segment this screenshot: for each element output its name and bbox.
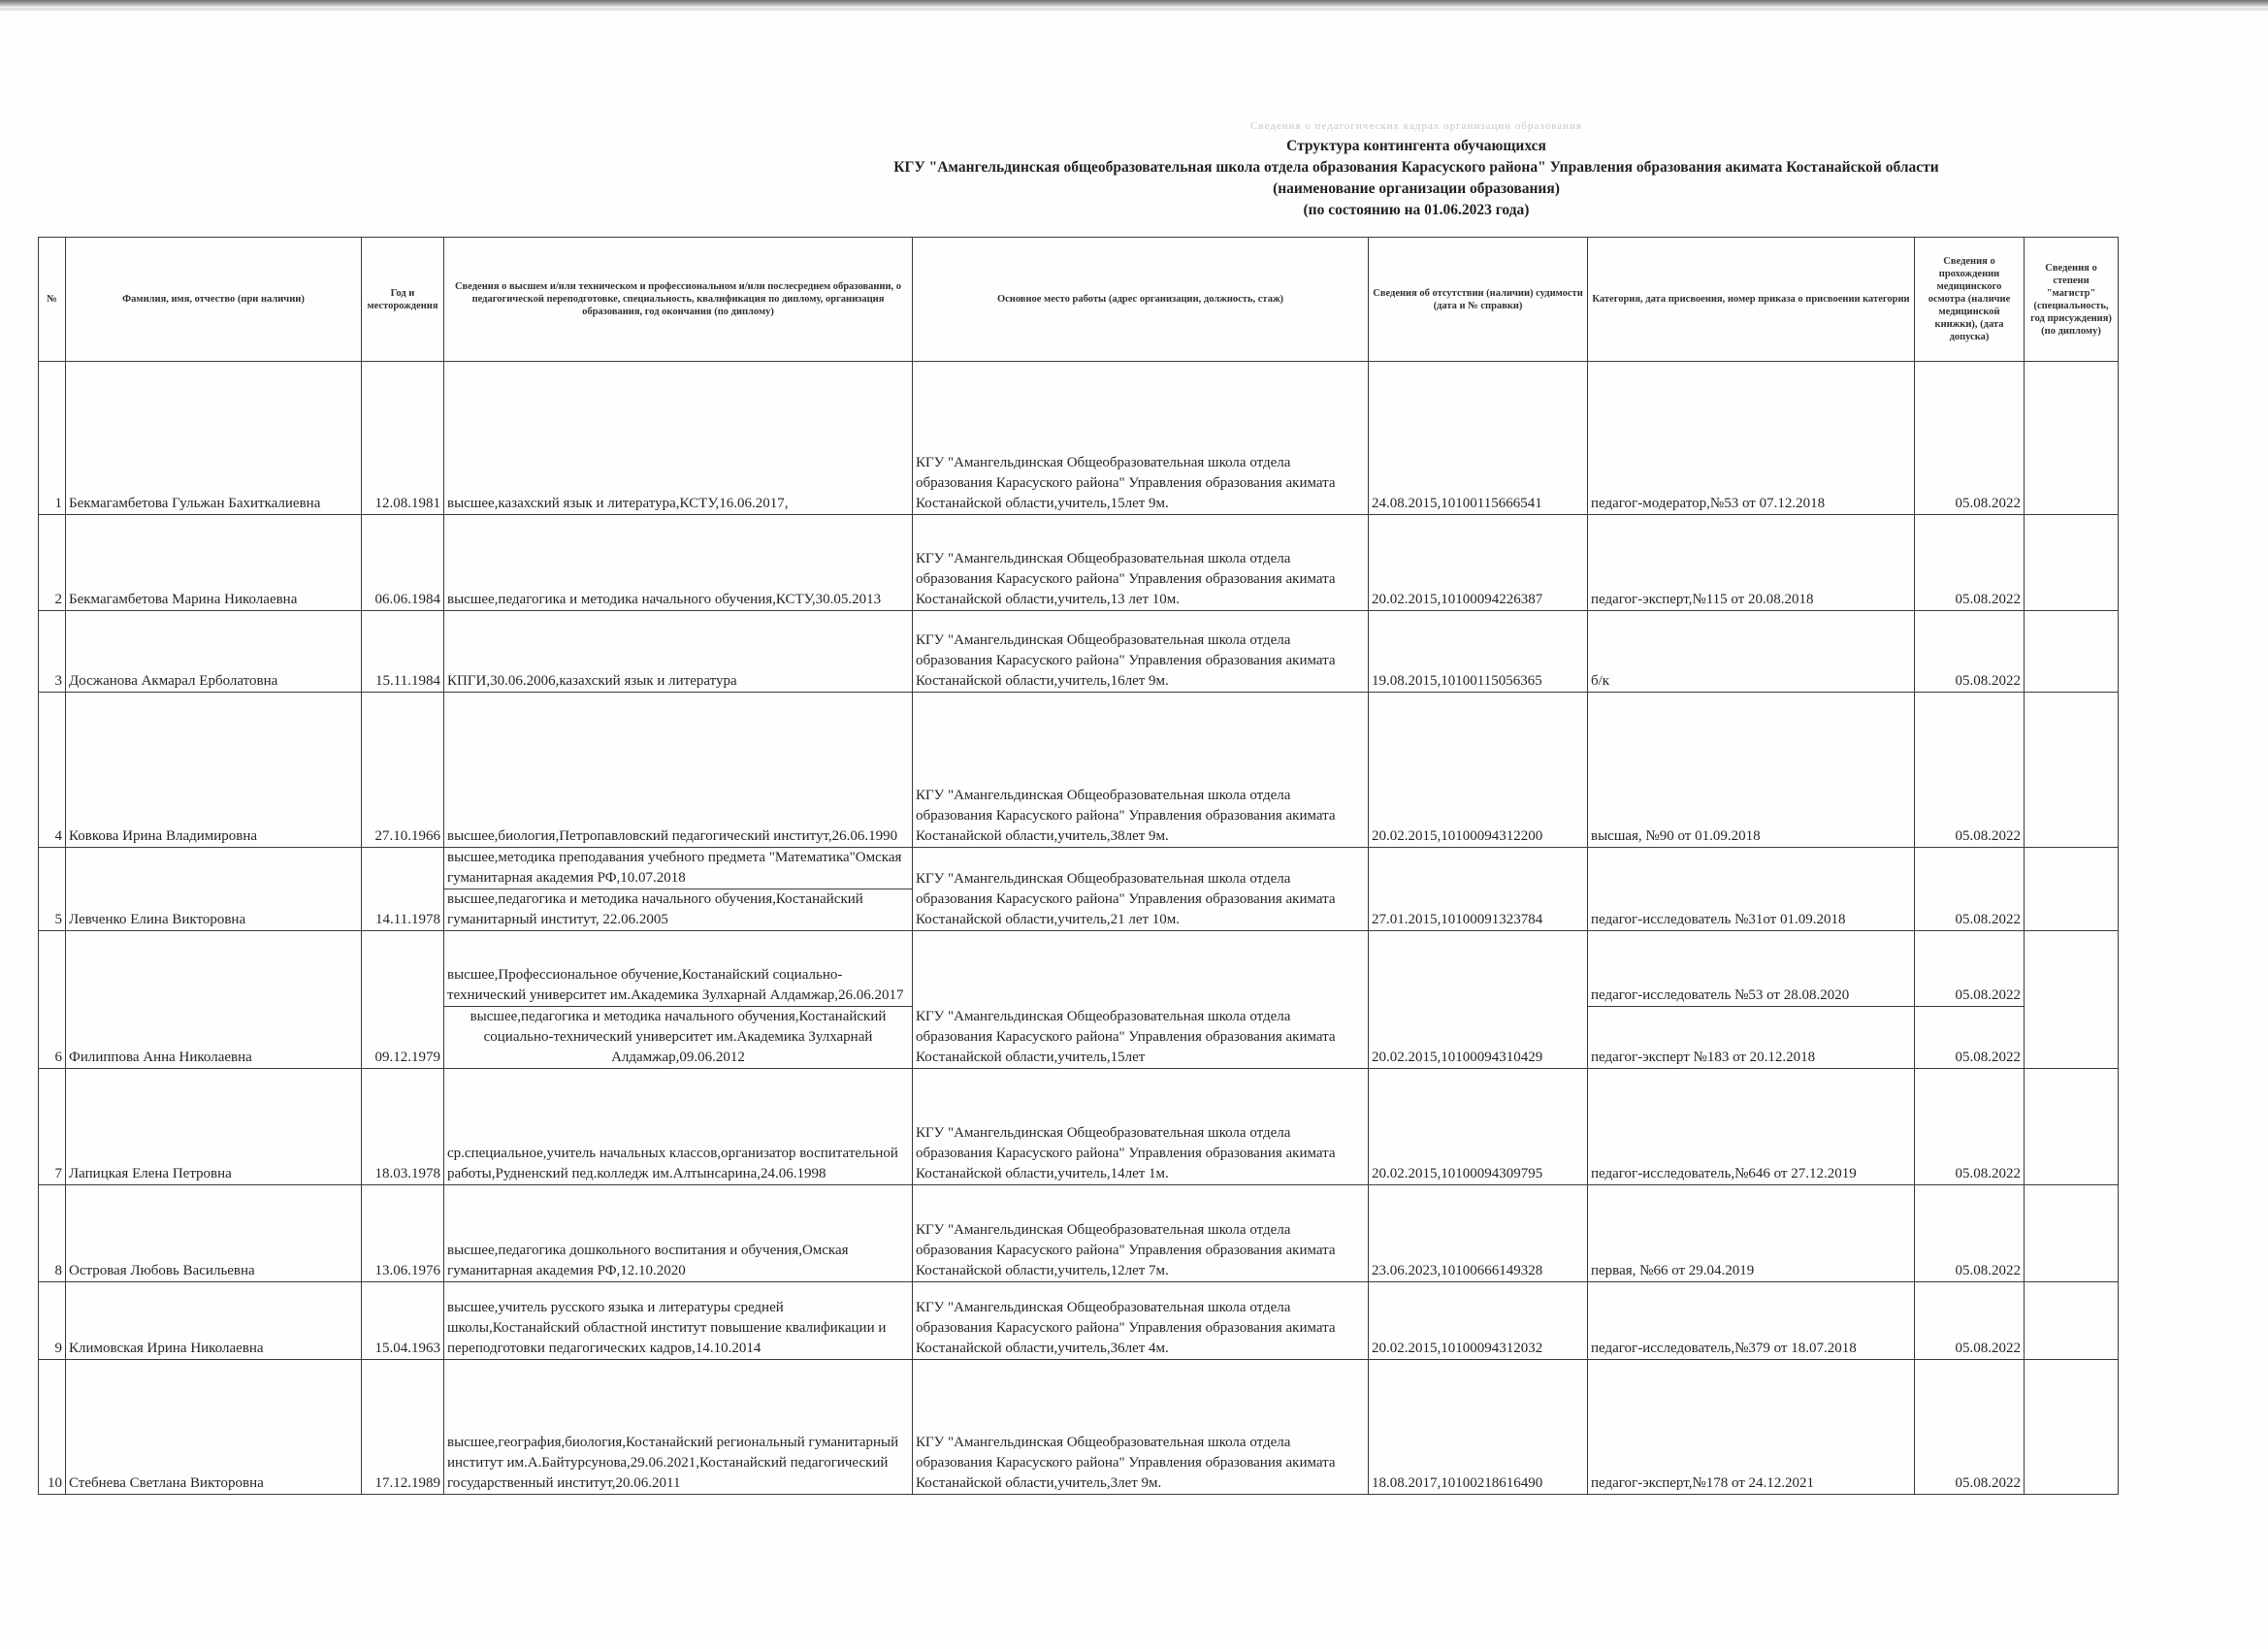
col-record: Сведения об отсутствии (наличии) судимости (дата и № справки) [1369,238,1588,362]
row-work: КГУ "Амангельдинская Общеобразовательная школа отдела образования Карасуского района" Управления образования акимата Костанайской области,учитель,13 лет 10м. [913,515,1369,611]
row-num: 10 [39,1360,66,1495]
row-category: педагог-исследователь,№646 от 27.12.2019 [1588,1069,1915,1185]
row-category: б/к [1588,611,1915,693]
date-note: (по состоянию на 01.06.2023 года) [1303,202,1530,218]
row-birth: 06.06.1984 [362,515,444,611]
organization-name: КГУ "Амангельдинская общеобразовательная школа отдела образования Карасуского района" Управления образования акимата Костанайской области [893,159,1939,176]
row-degree [2025,1185,2119,1282]
row-name: Бекмагамбетова Гульжан Бахиткалиевна [66,362,362,515]
row-num: 9 [39,1282,66,1360]
row-record: 19.08.2015,10100115056365 [1369,611,1588,693]
row-education-a: высшее,Профессиональное обучение,Костанайский социально-технический университет им.Академика Зулхарнай Алдамжар,26.06.2017 [444,931,913,1007]
row-num: 8 [39,1185,66,1282]
row-degree [2025,931,2119,1069]
row-education-a: высшее,методика преподавания учебного предмета "Математика"Омская гуманитарная академия РФ,10.07.2018 [444,848,913,889]
table-row [39,362,2119,515]
row-name: Бекмагамбетова Марина Николаевна [66,515,362,611]
row-work: КГУ "Амангельдинская Общеобразовательная школа отдела образования Карасуского района" Управления образования акимата Костанайской области,учитель,16лет 9м. [913,611,1369,693]
row-degree [2025,611,2119,693]
row-degree [2025,1360,2119,1495]
row-category: педагог-исследователь №31от 01.09.2018 [1588,848,1915,931]
row-education: высшее,биология,Петропавловский педагогический институт,26.06.1990 [444,693,913,848]
row-work: КГУ "Амангельдинская Общеобразовательная школа отдела образования Карасуского района" Управления образования акимата Костанайской области,учитель,14лет 1м. [913,1069,1369,1185]
row-name: Островая Любовь Васильевна [66,1185,362,1282]
row-name: Ковкова Ирина Владимировна [66,693,362,848]
row-medical: 05.08.2022 [1915,1282,2025,1360]
row-category: педагог-эксперт,№178 от 24.12.2021 [1588,1360,1915,1495]
row-birth: 13.06.1976 [362,1185,444,1282]
table-row [39,1069,2119,1185]
row-degree [2025,693,2119,848]
col-degree: Сведения о степени "магистр" (специальность, год присуждения) (по диплому) [2025,238,2119,362]
col-name: Фамилия, имя, отчество (при наличии) [66,238,362,362]
row-birth: 14.11.1978 [362,848,444,931]
row-record: 20.02.2015,10100094312200 [1369,693,1588,848]
row-category-a: педагог-исследователь №53 от 28.08.2020 [1588,931,1915,1007]
row-birth: 27.10.1966 [362,693,444,848]
row-work: КГУ "Амангельдинская Общеобразовательная школа отдела образования Карасуского района" Управления образования акимата Костанайской области,учитель,15лет [913,931,1369,1069]
row-education: высшее,учитель русского языка и литературы средней школы,Костанайский областной институт повышение квалификации и переподготовки педагогических кадров,14.10.2014 [444,1282,913,1360]
document-header [621,120,2212,221]
row-category: педагог-модератор,№53 от 07.12.2018 [1588,362,1915,515]
row-degree [2025,848,2119,931]
row-birth: 15.04.1963 [362,1282,444,1360]
col-num: № [39,238,66,362]
row-name: Лапицкая Елена Петровна [66,1069,362,1185]
row-record: 27.01.2015,10100091323784 [1369,848,1588,931]
row-name: Климовская Ирина Николаевна [66,1282,362,1360]
table-row [39,1360,2119,1495]
row-medical: 05.08.2022 [1915,362,2025,515]
row-record: 20.02.2015,10100094312032 [1369,1282,1588,1360]
table-row [39,1282,2119,1360]
row-category: педагог-эксперт,№115 от 20.08.2018 [1588,515,1915,611]
staff-table [38,237,2119,1495]
row-birth: 12.08.1981 [362,362,444,515]
row-degree [2025,1282,2119,1360]
row-degree [2025,515,2119,611]
row-education: высшее,педагогика дошкольного воспитания и обучения,Омская гуманитарная академия РФ,12.10.2020 [444,1185,913,1282]
col-medical: Сведения о прохождении медицинского осмотра (наличие медицинской книжки), (дата допуска) [1915,238,2025,362]
row-education: высшее,педагогика и методика начального обучения,КСТУ,30.05.2013 [444,515,913,611]
row-birth: 15.11.1984 [362,611,444,693]
row-record: 18.08.2017,10100218616490 [1369,1360,1588,1495]
scan-edge-shadow [0,8,2268,11]
col-work: Основное место работы (адрес организации, должность, стаж) [913,238,1369,362]
row-work: КГУ "Амангельдинская Общеобразовательная школа отдела образования Карасуского района" Управления образования акимата Костанайской области,учитель,3лет 9м. [913,1360,1369,1495]
row-num: 7 [39,1069,66,1185]
row-category: педагог-исследователь,№379 от 18.07.2018 [1588,1282,1915,1360]
row-record: 20.02.2015,10100094226387 [1369,515,1588,611]
row-medical: 05.08.2022 [1915,1185,2025,1282]
row-record: 24.08.2015,10100115666541 [1369,362,1588,515]
faint-line: Сведения о педагогических кадрах организации образования [1250,120,1582,132]
row-num: 2 [39,515,66,611]
row-medical-b: 05.08.2022 [1915,1007,2025,1069]
row-medical-a: 05.08.2022 [1915,931,2025,1007]
row-name: Филиппова Анна Николаевна [66,931,362,1069]
row-birth: 18.03.1978 [362,1069,444,1185]
table-row [39,515,2119,611]
row-num: 4 [39,693,66,848]
row-education-b: высшее,педагогика и методика начального обучения,Костанайский социально-технический университет им.Академика Зулхарнай Алдамжар,09.06.2012 [444,1007,913,1069]
row-medical: 05.08.2022 [1915,611,2025,693]
row-degree [2025,1069,2119,1185]
row-num: 1 [39,362,66,515]
row-medical: 05.08.2022 [1915,1069,2025,1185]
row-degree [2025,362,2119,515]
scan-edge [0,0,2268,8]
row-medical: 05.08.2022 [1915,515,2025,611]
document-title: Структура контингента обучающихся [1286,138,1546,154]
row-num: 6 [39,931,66,1069]
organization-note: (наименование организации образования) [1273,180,1560,197]
row-record: 20.02.2015,10100094309795 [1369,1069,1588,1185]
table-row [39,931,2119,1007]
row-education-b: высшее,педагогика и методика начального обучения,Костанайский гуманитарный институт, 22.06.2005 [444,889,913,931]
row-name: Досжанова Акмарал Ерболатовна [66,611,362,693]
row-work: КГУ "Амангельдинская Общеобразовательная школа отдела образования Карасуского района" Управления образования акимата Костанайской области,учитель,36лет 4м. [913,1282,1369,1360]
row-work: КГУ "Амангельдинская Общеобразовательная школа отдела образования Карасуского района" Управления образования акимата Костанайской области,учитель,15лет 9м. [913,362,1369,515]
row-num: 3 [39,611,66,693]
row-category-b: педагог-эксперт №183 от 20.12.2018 [1588,1007,1915,1069]
row-category: высшая, №90 от 01.09.2018 [1588,693,1915,848]
row-medical: 05.08.2022 [1915,693,2025,848]
row-education: КПГИ,30.06.2006,казахский язык и литература [444,611,913,693]
row-education: высшее,география,биология,Костанайский региональный гуманитарный институт им.А.Байтурсунова,29.06.2021,Костанайский педагогический государственный институт,20.06.2011 [444,1360,913,1495]
row-name: Стебнева Светлана Викторовна [66,1360,362,1495]
row-work: КГУ "Амангельдинская Общеобразовательная школа отдела образования Карасуского района" Управления образования акимата Костанайской области,учитель,21 лет 10м. [913,848,1369,931]
table-row [39,611,2119,693]
row-education: высшее,казахский язык и литература,КСТУ,16.06.2017, [444,362,913,515]
row-education: ср.специальное,учитель начальных классов,организатор воспитательной работы,Рудненский пед.колледж им.Алтынсарина,24.06.1998 [444,1069,913,1185]
row-birth: 09.12.1979 [362,931,444,1069]
col-education: Сведения о высшем и/или техническом и профессиональном и/или послесреднем образовании, о педагогической переподготовке, специальность, квалификация по диплому, организация образования, год окончания (по диплому) [444,238,913,362]
row-name: Левченко Елина Викторовна [66,848,362,931]
row-medical: 05.08.2022 [1915,1360,2025,1495]
table-row [39,1185,2119,1282]
col-category: Категория, дата присвоения, номер приказа о присвоении категории [1588,238,1915,362]
row-birth: 17.12.1989 [362,1360,444,1495]
row-record: 23.06.2023,10100666149328 [1369,1185,1588,1282]
row-num: 5 [39,848,66,931]
row-work: КГУ "Амангельдинская Общеобразовательная школа отдела образования Карасуского района" Управления образования акимата Костанайской области,учитель,38лет 9м. [913,693,1369,848]
row-category: первая, №66 от 29.04.2019 [1588,1185,1915,1282]
col-birth: Год и месторождения [362,238,444,362]
table-row [39,693,2119,848]
table-row [39,848,2119,889]
header-row [39,238,2119,362]
row-work: КГУ "Амангельдинская Общеобразовательная школа отдела образования Карасуского района" Управления образования акимата Костанайской области,учитель,12лет 7м. [913,1185,1369,1282]
row-medical: 05.08.2022 [1915,848,2025,931]
row-record: 20.02.2015,10100094310429 [1369,931,1588,1069]
